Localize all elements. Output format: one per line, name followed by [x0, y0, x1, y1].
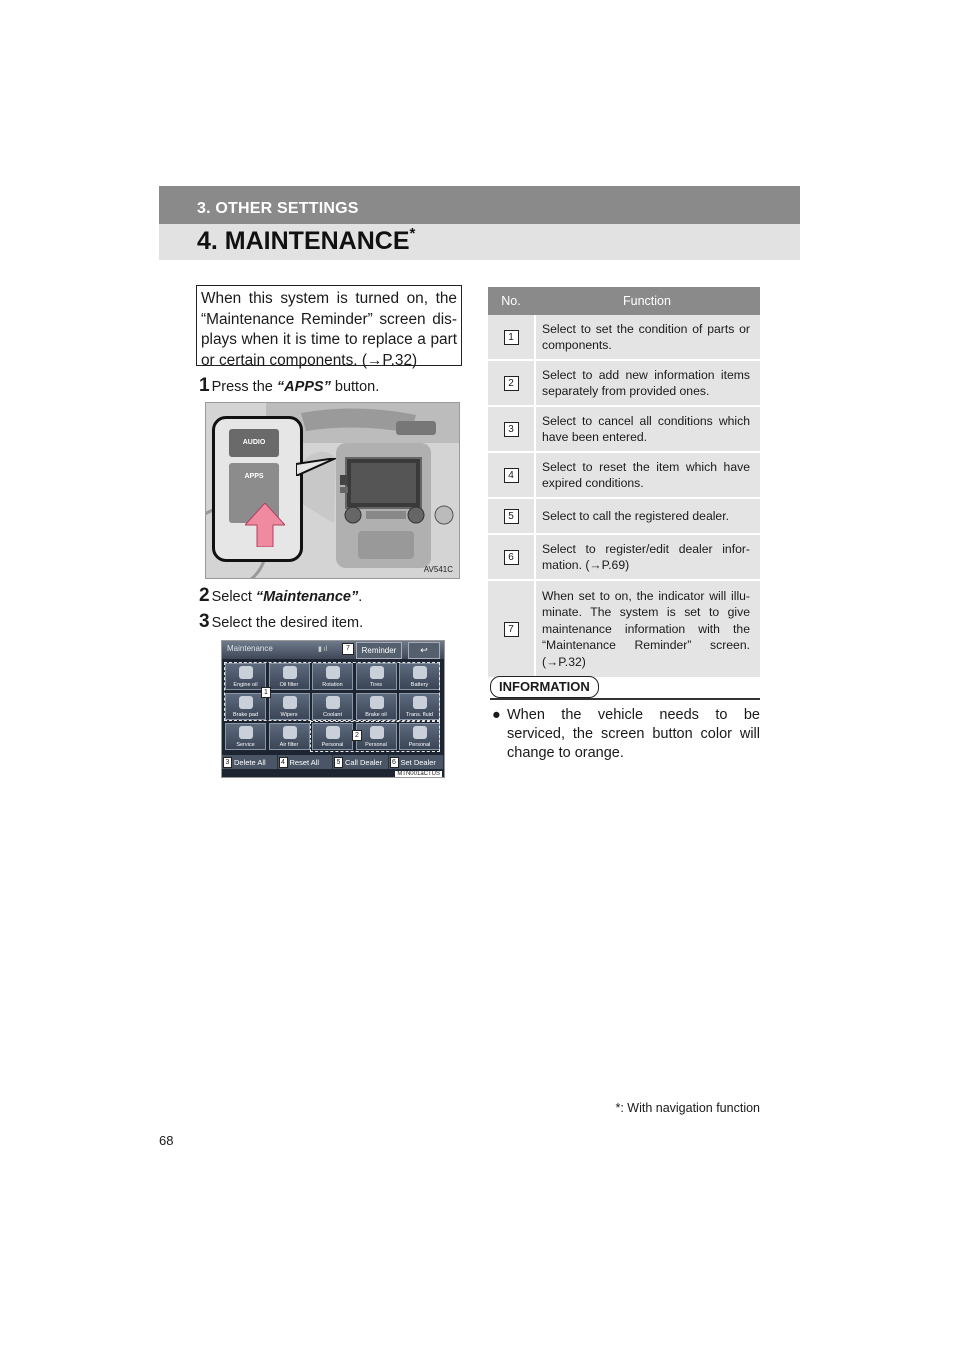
bottom-button-label: Set Dealer [400, 757, 436, 767]
section-title: 3. OTHER SETTINGS [197, 200, 359, 217]
table-row [488, 315, 760, 361]
intro-box: When this system is turned on, the “Maintenance Reminder” screen dis-plays when it is time to replace a part or certain components. (→P.32) [196, 285, 462, 366]
maintenance-screen-figure [221, 640, 445, 778]
title-asterisk: * [409, 225, 416, 242]
tile-icon [283, 726, 297, 739]
information-item [492, 706, 760, 763]
tile-label: Battery [410, 682, 429, 688]
tile-label: Brake oil [365, 712, 387, 718]
row-function: When set to on, the indicator will illu-minate. The system is set to give maintenance information with the “Maintenance Reminder” screen. (→P.32) [534, 581, 760, 677]
apps-button[interactable]: APPS [229, 463, 279, 523]
information-badge: INFORMATION [490, 676, 599, 698]
table-row [488, 581, 760, 679]
tile-label: Rotation [322, 682, 343, 688]
step-3: 3 Select the desired item. [199, 611, 364, 632]
callout-3: 3 [223, 757, 232, 768]
figure-code: AV541C [423, 565, 453, 574]
footnote: *: With navigation function [615, 1101, 760, 1115]
tile-label: Engine oil [233, 682, 258, 688]
row-number: 7 [504, 622, 519, 637]
callout-1: 1 [261, 687, 271, 698]
tile-label: Trans. fluid [405, 712, 433, 718]
back-icon[interactable]: ↩ [408, 642, 440, 659]
bottom-button-label: Reset All [289, 757, 320, 767]
table-header [488, 287, 760, 315]
header-function: Function [623, 294, 671, 308]
row-number-cell [488, 407, 534, 451]
tile-label: Wipers [280, 712, 298, 718]
table-row [488, 407, 760, 453]
figure-code-2: MTN001aCTUS [397, 771, 440, 777]
row-number-cell [488, 315, 534, 359]
table-row [488, 453, 760, 499]
row-function: Select to add new information items separately from provided ones. [534, 361, 760, 405]
callout-2: 2 [352, 730, 362, 741]
table-row [488, 361, 760, 407]
information-rule [490, 698, 760, 700]
table-row [488, 535, 760, 581]
callout-6: 6 [390, 757, 399, 768]
row-number-cell [488, 499, 534, 533]
arrow-up-icon [245, 503, 285, 547]
bottom-button[interactable] [333, 755, 389, 769]
row-function: Select to set the condition of parts or components. [534, 315, 760, 359]
row-number: 2 [504, 376, 519, 391]
maintenance-tile[interactable] [269, 723, 310, 750]
tile-label: Personal [321, 742, 344, 748]
row-function: Select to register/edit dealer infor-mation. (→P.69) [534, 535, 760, 579]
row-function: Select to reset the item which have expired conditions. [534, 453, 760, 497]
row-function: Select to cancel all conditions which have been entered. [534, 407, 760, 451]
callout-pointer [296, 458, 336, 476]
row-number: 5 [504, 509, 519, 524]
row-number-cell [488, 361, 534, 405]
function-table [488, 287, 760, 679]
page-title: 4. MAINTENANCE* [197, 225, 416, 255]
row-number: 4 [504, 468, 519, 483]
signal-icon: ▮ ıl [318, 646, 328, 653]
tile-label: Coolant [323, 712, 342, 718]
callout-4: 4 [279, 757, 288, 768]
group-2-outline [310, 721, 440, 752]
callout-7: 7 [342, 643, 354, 655]
tile-icon [239, 726, 253, 739]
step-1: 1 Press the “APPS” button. [199, 375, 380, 396]
row-number-cell [488, 581, 534, 677]
bottom-button-label: Call Dealer [345, 757, 383, 767]
row-number: 1 [504, 330, 519, 345]
screen-title-bar [222, 641, 444, 659]
row-number-cell [488, 453, 534, 497]
row-number-cell [488, 535, 534, 579]
header-no: No. [501, 294, 521, 308]
information-text: When the vehicle needs to be serviced, the screen button color will change to orange. [507, 707, 760, 761]
audio-button[interactable]: AUDIO [229, 429, 279, 457]
maintenance-tile[interactable] [225, 723, 266, 750]
table-body [488, 315, 760, 679]
section-header [159, 186, 800, 224]
bottom-button[interactable] [278, 755, 334, 769]
row-number: 6 [504, 550, 519, 565]
tile-label: Oil filter [279, 682, 299, 688]
bottom-button[interactable] [389, 755, 445, 769]
step-2: 2 Select “Maintenance”. [199, 585, 363, 606]
tile-label: Service [236, 742, 255, 748]
callout-5: 5 [334, 757, 343, 768]
group-1-outline [224, 662, 440, 721]
tile-label: Tires [369, 682, 383, 688]
row-number: 3 [504, 422, 519, 437]
tile-label: Personal [408, 742, 431, 748]
reminder-button[interactable]: Reminder [356, 642, 402, 659]
table-row [488, 499, 760, 535]
screen-title: Maintenance [227, 644, 273, 653]
bottom-button[interactable] [222, 755, 278, 769]
tile-label: Air filter [279, 742, 299, 748]
tile-label: Personal [365, 742, 387, 748]
page-title-bar [159, 224, 800, 260]
bottom-button-label: Delete All [234, 757, 266, 767]
page-number: 68 [159, 1133, 174, 1148]
tile-label: Brake pad [232, 712, 259, 718]
bullet-icon: ● [492, 707, 501, 723]
bottom-button-bar [222, 755, 444, 769]
dashboard-figure [205, 402, 460, 579]
row-function: Select to call the registered dealer. [534, 499, 760, 533]
apps-button-callout [212, 416, 303, 562]
